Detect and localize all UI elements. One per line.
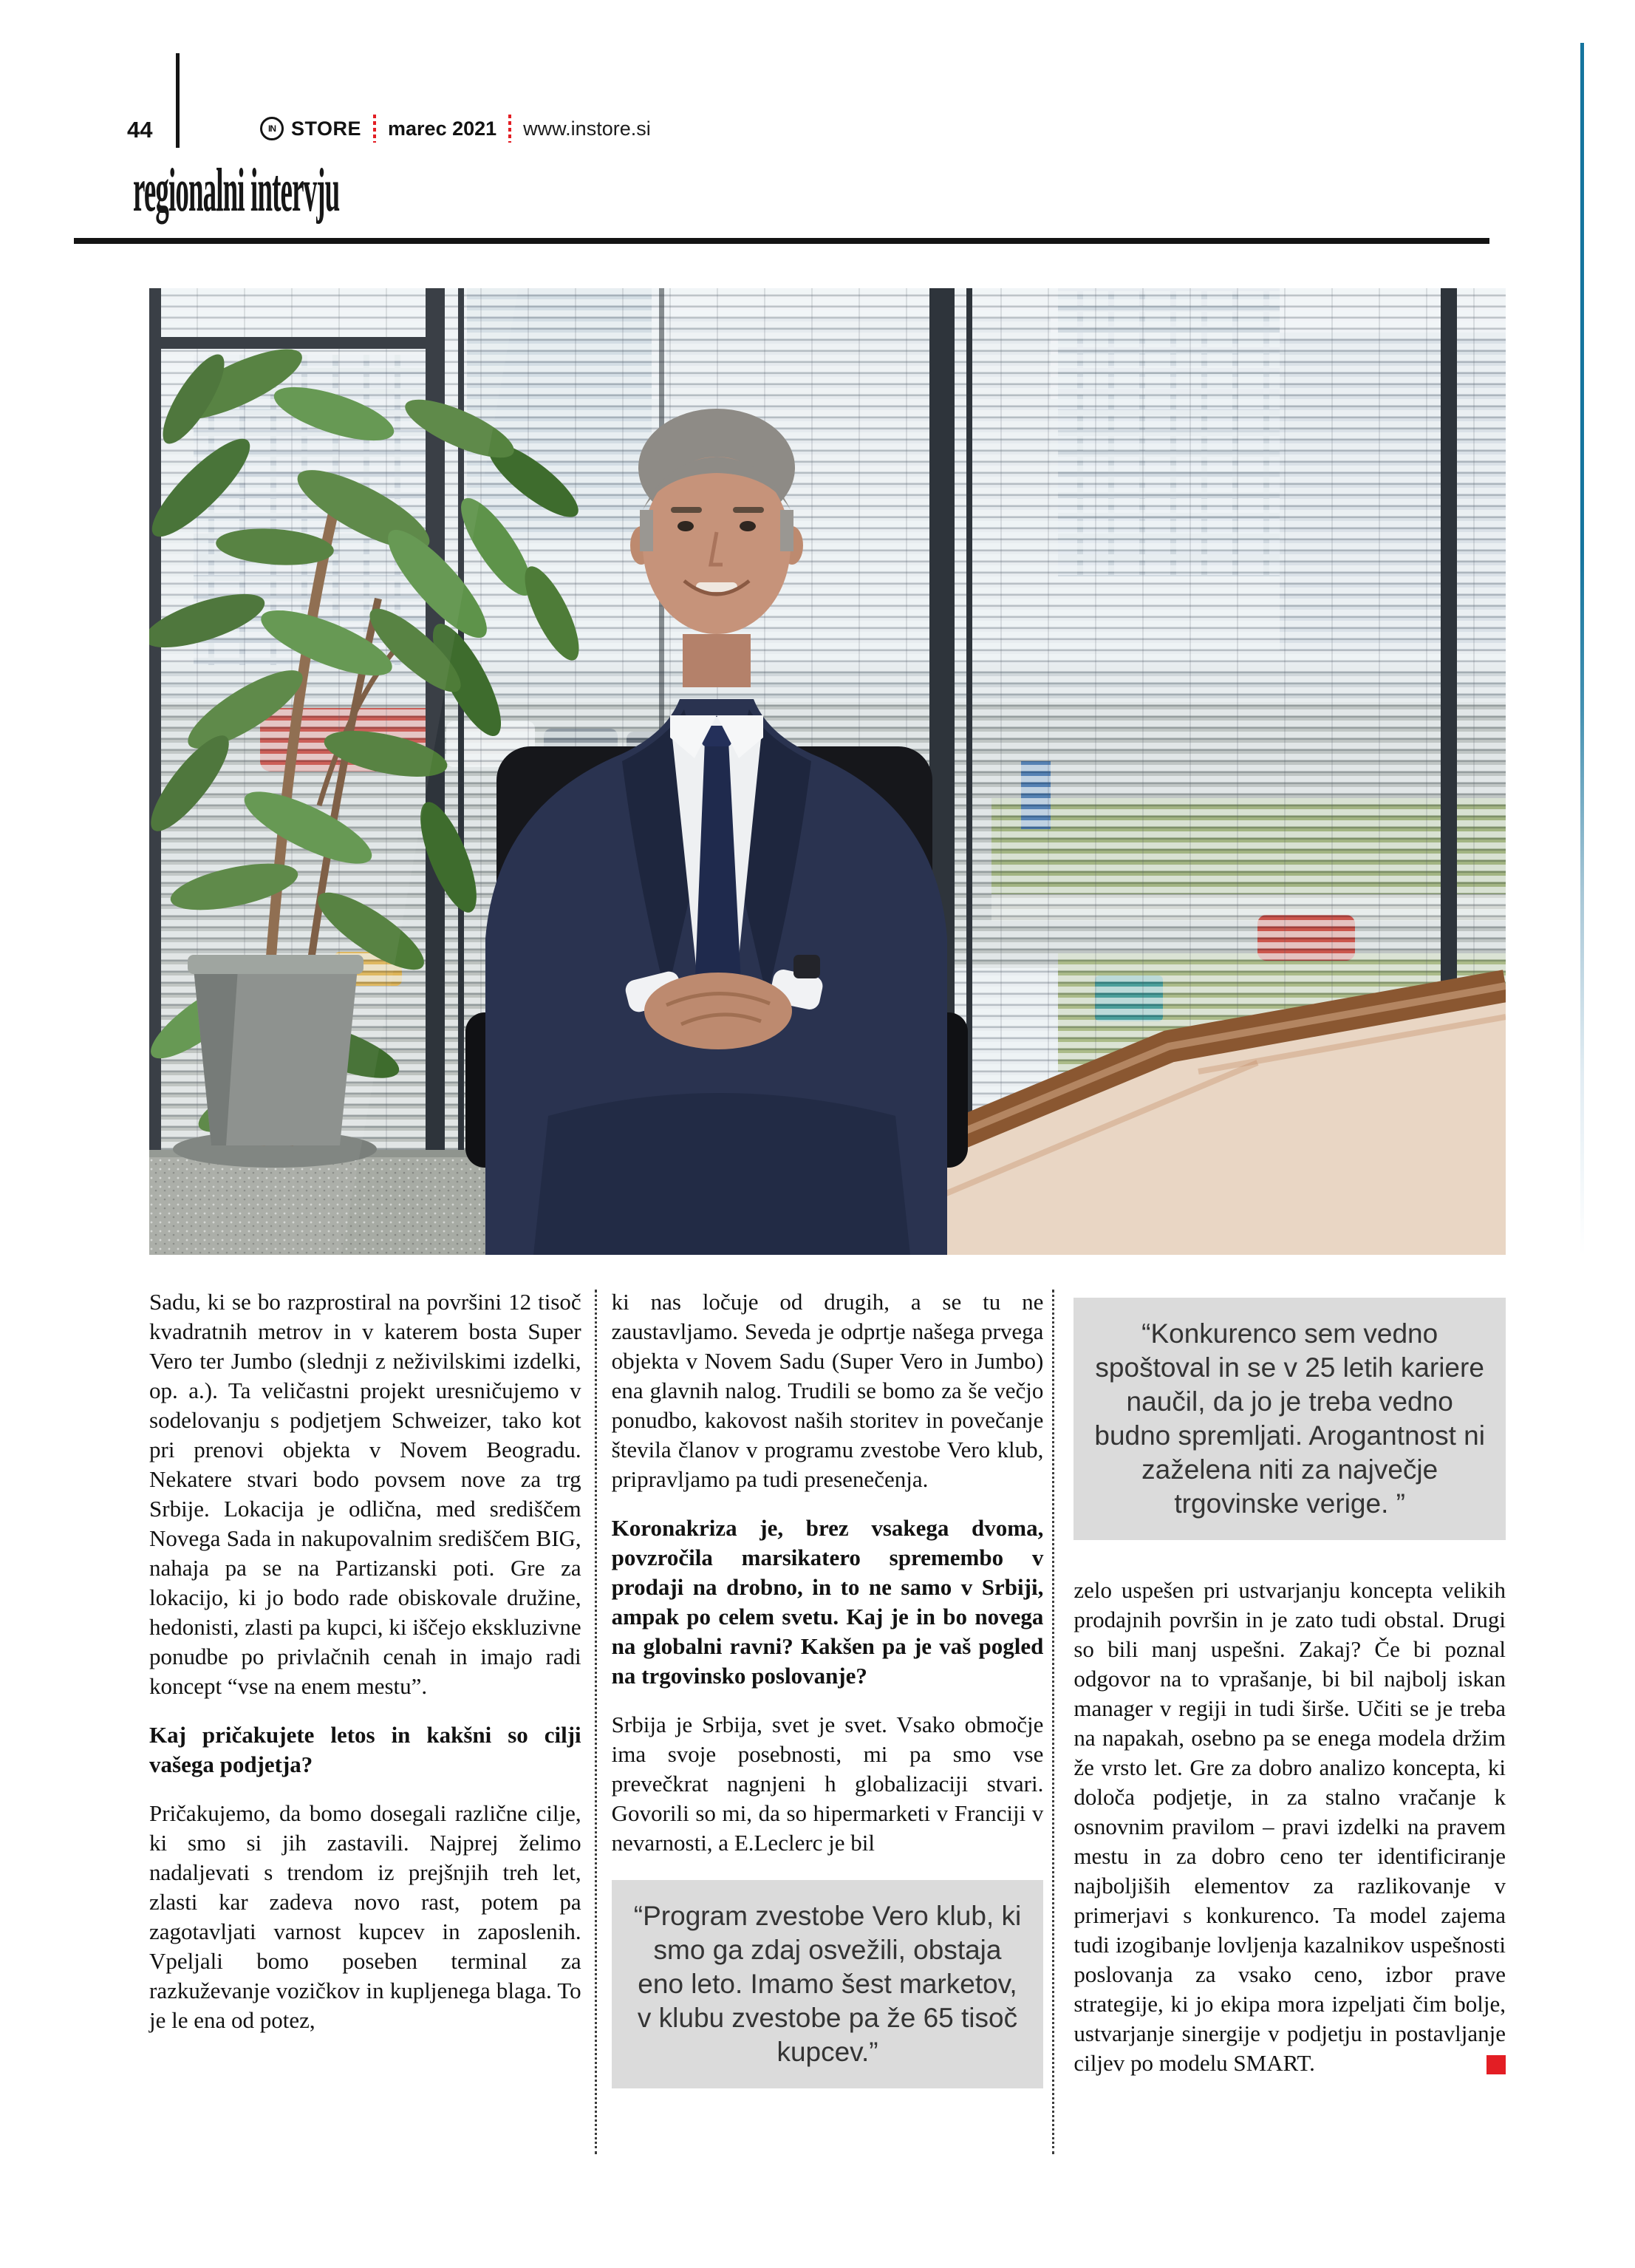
header-brand-row (260, 112, 651, 145)
paragraph: Srbija je Srbija, svet je svet. Vsako območje ima svoje posebnosti, mi pa smo vse prevečkrat nagnjeni h globalizaciji stvari. Govorili so mi, da so hipermarketi v Franciji v nevarnosti, a E.Leclerc je bil (611, 1712, 1044, 1856)
page-number: 44 (127, 117, 153, 143)
paragraph: Pričakujemo, da bomo dosegali različne cilje, ki smo si jih zastavili. Najprej želimo nadaljevati s trendom iz prejšnjih treh let, zlasti kar zadeva novo rast, potem pa zagotavljati varnost kupcev in zaposlenih. Vpeljali bomo poseben terminal za razkuževanje vozičkov in kupljenega blaga. To je le ena od potez, (149, 1800, 581, 2033)
header-divider-bar (176, 53, 180, 148)
red-dotted-separator (508, 115, 511, 143)
website-url: www.instore.si (523, 117, 651, 140)
paragraph: ki nas ločuje od drugih, a se tu ne zaustavljamo. Seveda je odprtje našega prvega objekta v Novem Sadu (Super Vero in Jumbo) ena glavnih nalog. Trudili se bomo za še večjo ponudbo, kakovost naših storitev in povečanje števila članov v programu zvestobe Vero klub, pripravljamo pa tudi presenečenja. (611, 1289, 1044, 1492)
pull-quote-text: “Program zvestobe Vero klub, ki smo ga zdaj osvežili, obstaja eno leto. Imamo šest marketov, v klubu zvestobe pa že 65 tisoč kupcev.” (633, 1901, 1022, 2067)
question-heading: Kaj pričakujete letos in kakšni so cilji vašega podjetja? (149, 1722, 581, 1777)
title-rule (74, 238, 1489, 244)
red-dotted-separator (373, 115, 376, 143)
article-column-2 (612, 1287, 1044, 2124)
instore-logo-icon: IN (260, 117, 284, 140)
issue-date: marec 2021 (388, 117, 497, 140)
paragraph: zelo uspešen pri ustvarjanju koncepta velikih prodajnih površin in je zato tudi obstal. Drugi so bili manj uspešni. Zakaj? Če bi poznal odgovor na to vprašanje, bi bil najbolj iskan manager v regiji in tudi širše. Učiti se je treba na napakah, osebno pa se enega modela držim že vrsto let. Gre za dobro analizo koncepta, ki določa podjetje, in za stalno vračanje k osnovnim pravilom – pravi izdelki na pravem mestu in za dobro ceno ter identificiranje najboljiših elementov za razlikovanje v primerjavi s konkurenco. Ta model zajema tudi izogibanje lovljenja kazalnikov uspešnosti poslovanja za vsako ceno, izbor prave strategije, ki jo ekipa mora izpeljati čim bolje, ustvarjanje sinergije v podjetju in postavljanje ciljev po modelu SMART. (1073, 1577, 1506, 2076)
magazine-name: STORE (291, 117, 362, 140)
article-body (149, 1287, 1506, 2124)
section-title: regionalni intervju (133, 156, 340, 225)
page-edge-accent-line (1580, 43, 1584, 1255)
pull-quote-box (1073, 1298, 1506, 1540)
article-column-1 (149, 1287, 581, 2124)
column-divider (1052, 1290, 1054, 2154)
column-divider (595, 1290, 597, 2154)
paragraph: Sadu, ki se bo razprostiral na površini 12 tisoč kvadratnih metrov in v katerem bosta Super Vero ter Jumbo (slednji z neživilskimi izdelki, op. a.). Ta veličastni projekt uresničujemo v sodelovanju s podjetjem Schweizer, tako kot pri prenovi objekta v Novem Beogradu. Nekatere stvari bodo povsem nove za trg Srbije. Lokacija je odlična, med središčem Novega Sada in nakupovalnim središčem BIG, nahaja pa se na Partizanski poti. Gre za lokacijo, ki jo bodo rade obiskovale družine, hedonisti, zlasti pa kupci, ki iščejo ekskluzivne ponudbe po privlačnih cenah in imajo radi koncept “vse na enem mestu”. (149, 1289, 581, 1699)
question-heading: Koronakriza je, brez vsakega dvoma, povzročila marsikatero spremembo v prodaji na drobno, in to ne samo v Srbiji, ampak po celem svetu. Kaj je in bo novega na globalni ravni? Kakšen pa je vaš pogled na trgovinsko poslovanje? (611, 1515, 1044, 1689)
pull-quote-text: “Konkurenco sem vedno spoštoval in se v 25 letih kariere naučil, da jo je treba vedno budno spremljati. Arogantnost ni zaželena niti za največje trgovinske verige. ” (1094, 1318, 1485, 1519)
end-of-article-marker (1486, 2055, 1506, 2074)
pull-quote-box (612, 1880, 1044, 2088)
article-column-3 (1073, 1287, 1506, 2124)
interview-photo (149, 288, 1506, 1255)
